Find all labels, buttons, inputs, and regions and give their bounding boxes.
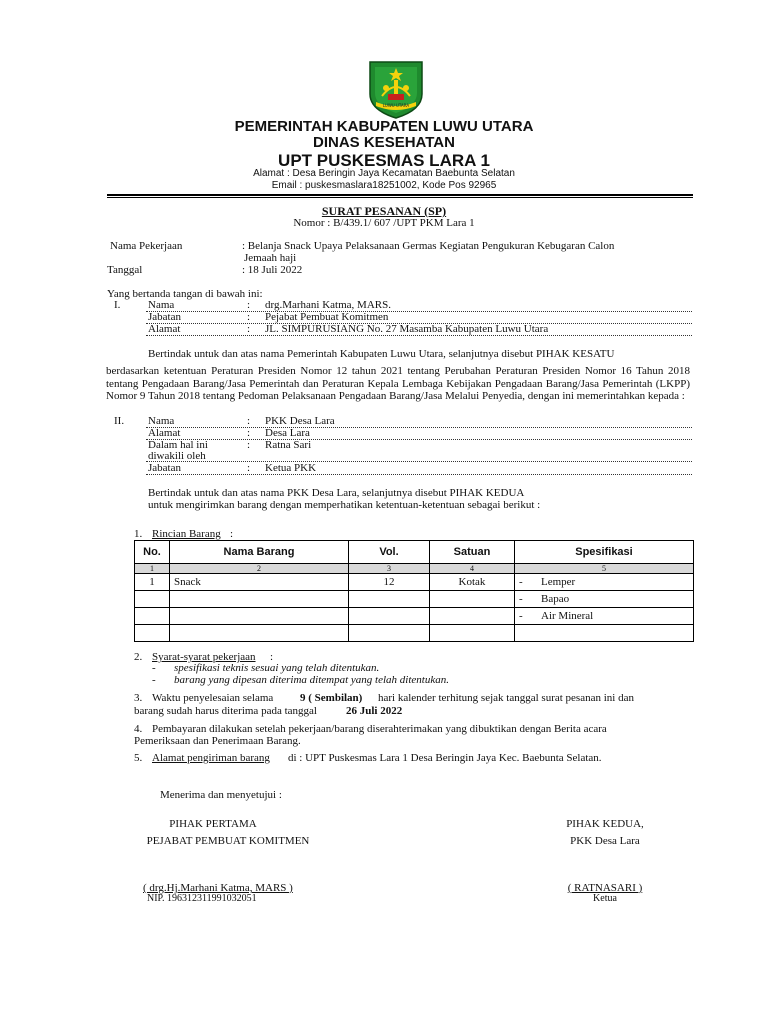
party2-name-value: PKK Desa Lara	[265, 415, 335, 427]
signer-intro: Yang bertanda tangan di bawah ini:	[107, 288, 263, 300]
sign-right-role: PKK Desa Lara	[570, 835, 640, 847]
requirement-item: barang yang dipesan diterima ditempat yang telah ditentukan.	[174, 674, 449, 686]
section5-text: di : UPT Puskesmas Lara 1 Desa Beringin Jaya Kec. Baebunta Selatan.	[288, 752, 602, 764]
party1-address-label: Alamat	[148, 323, 181, 335]
section4-line1: Pembayaran dilakukan setelah pekerjaan/barang diserahterimakan yang dibuktikan dengan Berita acara	[152, 723, 607, 735]
party1-role-value: Pejabat Pembuat Komitmen	[265, 311, 389, 323]
sign-left-party: PIHAK PERTAMA	[169, 818, 257, 830]
party2-instruction: untuk mengirimkan barang dengan memperhatikan ketentuan-ketentuan sebagai berikut :	[148, 499, 541, 511]
party2-role-label: Jabatan	[148, 462, 181, 474]
date-value: : 18 Juli 2022	[242, 264, 303, 276]
table-row: 1 Snack 12 Kotak - Lemper	[135, 574, 694, 591]
job-value: : Belanja Snack Upaya Pelaksanaan Germas Kegiatan Pengukuran Kebugaran Calon	[242, 240, 615, 252]
sign-left-nip: NIP. 196312311991032051	[147, 893, 257, 904]
section3-text-a: Waktu penyelesaian selama	[152, 692, 274, 704]
bullet: -	[152, 662, 156, 674]
regency-logo	[366, 58, 426, 120]
section2-colon: :	[270, 651, 274, 663]
approval-text: Menerima dan menyetujui :	[160, 789, 282, 801]
section3-text-b: hari kalender terhitung sejak tanggal surat pesanan ini dan	[378, 692, 634, 704]
section3-number: 3.	[134, 692, 143, 704]
items-header-row	[135, 541, 694, 564]
section1-number: 1.	[134, 528, 143, 540]
party2-name-label: Nama	[148, 415, 175, 427]
job-value-cont: Jemaah haji	[244, 252, 297, 264]
col-unit: Satuan	[430, 541, 515, 564]
party1-number: I.	[114, 299, 121, 311]
dept-title: DINAS KESEHATAN	[313, 134, 455, 151]
bullet: -	[152, 674, 156, 686]
job-label: Nama Pekerjaan	[110, 240, 183, 252]
party2-role-colon: :	[247, 462, 251, 474]
sign-right-name: ( RATNASARI )	[567, 882, 643, 894]
items-table	[134, 540, 694, 642]
gov-title: PEMERINTAH KABUPATEN LUWU UTARA	[234, 118, 534, 135]
party2-role-value: Ketua PKK	[265, 462, 317, 474]
section3-deadline: 26 Juli 2022	[346, 705, 403, 717]
header-rule	[107, 194, 693, 196]
section2-number: 2.	[134, 651, 143, 663]
party2-address-label: Alamat	[148, 427, 181, 439]
party2-rep-label-cont: diwakili oleh	[148, 450, 206, 462]
section1-colon: :	[230, 528, 234, 540]
party1-address-colon: :	[247, 323, 251, 335]
col-item-name: Nama Barang	[170, 541, 349, 564]
party2-address-value: Desa Lara	[265, 427, 310, 439]
document-title: SURAT PESANAN (SP)	[321, 204, 447, 218]
party2-number: II.	[114, 415, 125, 427]
section4-number: 4.	[134, 723, 143, 735]
col-volume: Vol.	[349, 541, 430, 564]
basis-paragraph: berdasarkan ketentuan Peraturan Presiden Nomor 12 tahun 2021 tentang Perubahan Peraturan Presiden Nomor 16 Tahun 2018 tentang Pengadaan Barang/Jasa Pemerintah dan Peraturan Kepala Lembaga Kebijakan Pengadaan Barang/Jasa Pemerintah (LKPP) Nomor 9 Tahun 2018 tentang Pedoman Pelaksanaan Pengadaan Barang/Jasa Melalui Penyedia, dengan ini memerintahkan kepada :	[106, 365, 690, 402]
party1-name-label: Nama	[148, 299, 175, 311]
section1-title: Rincian Barang	[152, 528, 221, 540]
section5-label: Alamat pengiriman barang	[152, 752, 270, 764]
section3-duration: 9 ( Sembilan)	[300, 692, 363, 704]
party2-rep-value: Ratna Sari	[265, 439, 312, 451]
section3-text-c: barang sudah harus diterima pada tanggal	[134, 705, 317, 717]
party1-statement: Bertindak untuk dan atas nama Pemerintah Kabupaten Luwu Utara, selanjutnya disebut PIHAK KESATU	[148, 348, 615, 360]
party1-address-value: JL. SIMPURUSIANG No. 27 Masamba Kabupaten Luwu Utara	[265, 323, 549, 335]
col-no: No.	[135, 541, 170, 564]
unit-title: UPT PUSKESMAS LARA 1	[278, 151, 490, 170]
sign-right-party: PIHAK KEDUA,	[566, 818, 644, 830]
section4-line2: Pemeriksaan dan Penerimaan Barang.	[134, 735, 301, 747]
index-row: 1 2 3 4 5	[135, 564, 694, 574]
party1-role-label: Jabatan	[148, 311, 181, 323]
party2-statement: Bertindak untuk dan atas nama PKK Desa Lara, selanjutnya disebut PIHAK KEDUA	[148, 487, 525, 499]
col-specification: Spesifikasi	[515, 541, 694, 564]
section2-title: Syarat-syarat pekerjaan	[152, 651, 256, 663]
sign-right-title: Ketua	[593, 893, 617, 904]
svg-text:LUWU UTARA: LUWU UTARA	[382, 103, 410, 108]
table-row: - Bapao	[135, 591, 694, 608]
table-row: - Air Mineral	[135, 608, 694, 625]
date-label: Tanggal	[107, 264, 143, 276]
table-row	[135, 625, 694, 642]
document-number: Nomor : B/439.1/ 607 /UPT PKM Lara 1	[293, 217, 475, 229]
party1-role-colon: :	[247, 311, 251, 323]
party2-rep-colon: :	[247, 439, 251, 451]
address-line: Alamat : Desa Beringin Jaya Kecamatan Baebunta Selatan	[253, 168, 515, 179]
section5-number: 5.	[134, 752, 143, 764]
party2-name-colon: :	[247, 415, 251, 427]
email-line: Email : puskesmaslara18251002, Kode Pos 92965	[271, 180, 497, 191]
sign-left-name: ( drg.Hj.Marhani Katma, MARS )	[143, 882, 293, 894]
party1-name-colon: :	[247, 299, 251, 311]
party2-rep-label: Dalam hal ini	[148, 439, 208, 451]
sign-left-role: PEJABAT PEMBUAT KOMITMEN	[146, 835, 310, 847]
header-rule-thin	[107, 197, 693, 198]
requirement-item: spesifikasi teknis sesuai yang telah ditentukan.	[174, 662, 380, 674]
party2-address-colon: :	[247, 427, 251, 439]
party1-name-value: drg.Marhani Katma, MARS.	[265, 299, 391, 311]
